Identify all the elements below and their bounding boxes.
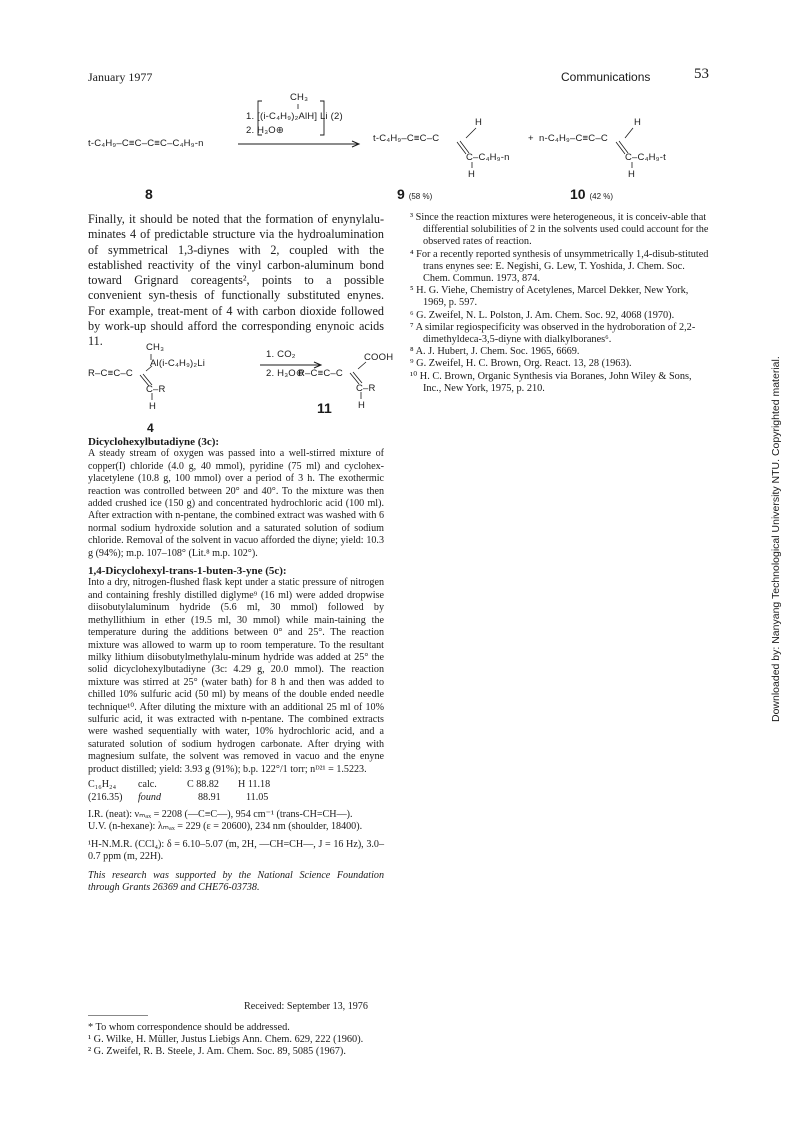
product-9-h-top: H <box>475 117 483 128</box>
reaction-scheme-2 <box>88 338 394 433</box>
reagent-methyl: CH₃ <box>290 92 309 103</box>
section-title: Communications <box>561 70 651 84</box>
scheme-2-bonds <box>88 338 388 433</box>
reference-6: ⁶ G. Zweifel, N. L. Polston, J. Am. Chem. Soc. 92, 4068 (1970). <box>410 309 675 321</box>
scheme2-carboxyl: COOH <box>364 352 394 363</box>
experimental-section <box>88 436 384 894</box>
scheme2-right-h: H <box>358 400 366 411</box>
reagent-step-1: 1. [(i-C₄H₉)₂AlH] Li (2) <box>246 111 343 122</box>
analysis-formula: C₁₆H₂₄ <box>88 778 117 790</box>
diyne-heading: Dicyclohexylbutadiyne (3c): <box>88 436 220 448</box>
reagent-step-2: 2. H₃O⊕ <box>246 125 285 136</box>
elemental-analysis <box>88 779 384 805</box>
product-9-right: C–C₄H₉-n <box>466 152 510 163</box>
reference-4: ⁴ For a recently reported synthesis of unsymmetrically 1,4-disub-stituted trans enynes see: E. Negishi, G. Lew, T. Yoshida, J. Chem. Soc. Chem. Commun. 1973, 874. <box>410 248 709 285</box>
footnotes <box>88 1022 388 1059</box>
footnote-correspondence: * To whom correspondence should be addressed. <box>88 1022 290 1033</box>
received-date: Received: September 13, 1976 <box>244 1001 368 1012</box>
intro-paragraph: Finally, it should be noted that the formation of enynylalu-minates 4 of predictable structure via the hydroalumination of symmetrical 1,3-diynes with 2, coupled with the established reactivity of the vinyl carbon-aluminum bond toward Grignard coreagents², points to a possible convenient syn-thesis of functionally substituted enynes. For example, treat-ment of 4 with carbon dioxide followed by work-up should afford the corresponding enynoic acids 11. <box>88 212 384 349</box>
funding-acknowledgement: This research was supported by the National Science Foundation through Grants 26369 and CHE76-03738. <box>88 869 384 893</box>
product-10-h-bottom: H <box>628 169 636 180</box>
scheme2-left-enyne: R–C≡C–C <box>88 368 133 379</box>
nmr-data: ¹H-N.M.R. (CCl₄): δ = 6.10–5.07 (m, 2H, —CH=CH—, J = 16 Hz), 3.0–0.7 ppm (m, 22H). <box>88 838 384 863</box>
product-10-right: C–C₄H₉-t <box>625 152 666 163</box>
analysis-mw: (216.35) <box>88 791 123 803</box>
uv-data: U.V. (n-hexane): λₘₐₓ = 229 (ε = 20600), 234 nm (shoulder, 18400). <box>88 821 363 833</box>
analysis-found-label: found <box>138 791 161 803</box>
scheme2-right-r: C–R <box>356 383 376 394</box>
scheme2-methyl: CH₃ <box>146 342 165 353</box>
download-watermark: Downloaded by: Nanyang Technological University NTU. Copyrighted material. <box>770 356 782 722</box>
scheme2-left-r: C–R <box>146 384 166 395</box>
compound-4-label: 4 <box>147 421 154 435</box>
plus-sign: + <box>528 133 534 144</box>
product-10-left: n-C₄H₉–C≡C–C <box>539 133 608 144</box>
compound-9-label: 9 (58 %) <box>397 186 433 202</box>
scheme2-aluminate: Al(i-C₄H₉)₂Li <box>150 358 206 369</box>
reference-9: ⁹ G. Zweifel, H. C. Brown, Org. React. 13, 28 (1963). <box>410 358 632 370</box>
analysis-calc-label: calc. <box>138 778 157 790</box>
reference-5: ⁵ H. G. Viehe, Chemistry of Acetylenes, Marcel Dekker, New York, 1969, p. 597. <box>410 285 689 309</box>
analysis-calc-c: C 88.82 <box>187 778 219 790</box>
reaction-scheme-1 <box>88 90 708 200</box>
scheme2-right-enyne <box>285 368 288 379</box>
reference-7: ⁷ A similar regiospecificity was observed in the hydroboration of 2,2-dimethyldeca-3,5-diyne with dialkylboranes⁶. <box>410 321 696 346</box>
product-9-left: t-C₄H₉–C≡C–C <box>373 133 440 144</box>
product-9-h-bottom: H <box>468 169 476 180</box>
compound-10-label: 10 (42 %) <box>570 186 614 202</box>
product-10-h-top: H <box>634 117 642 128</box>
enyne-procedure: Into a dry, nitrogen-flushed flask kept under a static pressure of nitrogen and containing freshly distilled diglyme⁹ (16 ml) were added dropwise diisobutylaluminum hydride (5.6 ml, 30 mmol) followed by methyllithium in ether (19.5 ml, 30 mmol) while main-taining the temperature during the additions between 0° and 25°. The reaction mixture was allowed to warm up to room temperature. To the resultant milky lithium diisobutylmethylalu-minum hydride was added at 25° the solid dicyclohexylbutadiyne (3c: 4.29 g, 20.0 mmol). The reaction mixture was stirred at 25° (water bath) for 8 h and then was added to chilled 10% sulfuric acid (50 ml) by means of the double ended needle technique¹⁰. After diluting the mixture with an additional 25 ml of 10% sulfuric acid, it was extracted with n-pentane. The combined extracts were washed sequentially with water, 10% hydrochloric acid, and a saturated solution of sodium hydrogen carbonate. After drying with magnesium sulfate, the solvent was removed in vacuo and the enyne product distilled; yield: 3.93 g (91%); b.p. 122°/1 torr; nᴰ²¹ = 1.5223. <box>88 577 384 775</box>
reference-list <box>410 212 710 395</box>
footnote-divider <box>88 1015 148 1016</box>
diyne-reactant: t-C₄H₉–C≡C–C≡C–C₄H₉-n <box>88 138 204 149</box>
ir-data: I.R. (neat): νₘₐₓ = 2208 (—C≡C—), 954 cm⁻¹ (trans-CH=CH—). <box>88 808 353 820</box>
scheme2-right-chain: R–C≡C–C <box>298 368 343 379</box>
compound-8-label: 8 <box>145 186 153 202</box>
reference-8: ⁸ A. J. Hubert, J. Chem. Soc. 1965, 6669. <box>410 346 580 358</box>
reference-10: ¹⁰ H. C. Brown, Organic Synthesis via Boranes, John Wiley & Sons, Inc., New York, 1975, p. 210. <box>410 370 692 394</box>
footnote-1: ¹ G. Wilke, H. Müller, Justus Liebigs Ann. Chem. 629, 222 (1960). <box>88 1034 364 1046</box>
scheme2-step2: 2. H₃O⊕ <box>266 368 305 379</box>
analysis-found-c: 88.91 <box>198 791 221 803</box>
analysis-calc-h: H 11.18 <box>238 778 271 790</box>
enyne-heading: 1,4-Dicyclohexyl-trans-1-buten-3-yne (5c): <box>88 565 287 578</box>
analysis-found-h: 11.05 <box>246 791 269 803</box>
page-number: 53 <box>694 66 709 82</box>
scheme2-left-h: H <box>149 401 157 412</box>
journal-date: January 1977 <box>88 70 153 84</box>
scheme2-step1: 1. CO₂ <box>266 349 296 360</box>
reference-3: ³ Since the reaction mixtures were heterogeneous, it is conceiv-able that differential solubilities of 2 in the solvents used could account for the observed rates of reaction. <box>410 212 709 248</box>
compound-11-label: 11 <box>317 400 332 416</box>
diyne-procedure: A steady stream of oxygen was passed into a well-stirred mixture of copper(I) chloride (4.0 g, 40 mmol), pyridine (75 ml) and cyclohex-ylacetylene (10.8 g, 100 mmol) over a period of 3 h. The exothermic reaction was controlled between 20° and 40°. To the mixture was then added crushed ice (150 g) and concentrated hydrochloric acid (100 ml). After extraction with n-pentane, the combined extract was washed with 6 normal sodium hydroxide solution and a saturated solution of sodium chloride. Removal of the solvent in vacuo afforded the diyne; yield: 10.3 g (94%); m.p. 107–108° (Lit.⁸ m.p. 102°). <box>88 448 384 559</box>
footnote-2: ² G. Zweifel, R. B. Steele, J. Am. Chem. Soc. 89, 5085 (1967). <box>88 1046 346 1058</box>
